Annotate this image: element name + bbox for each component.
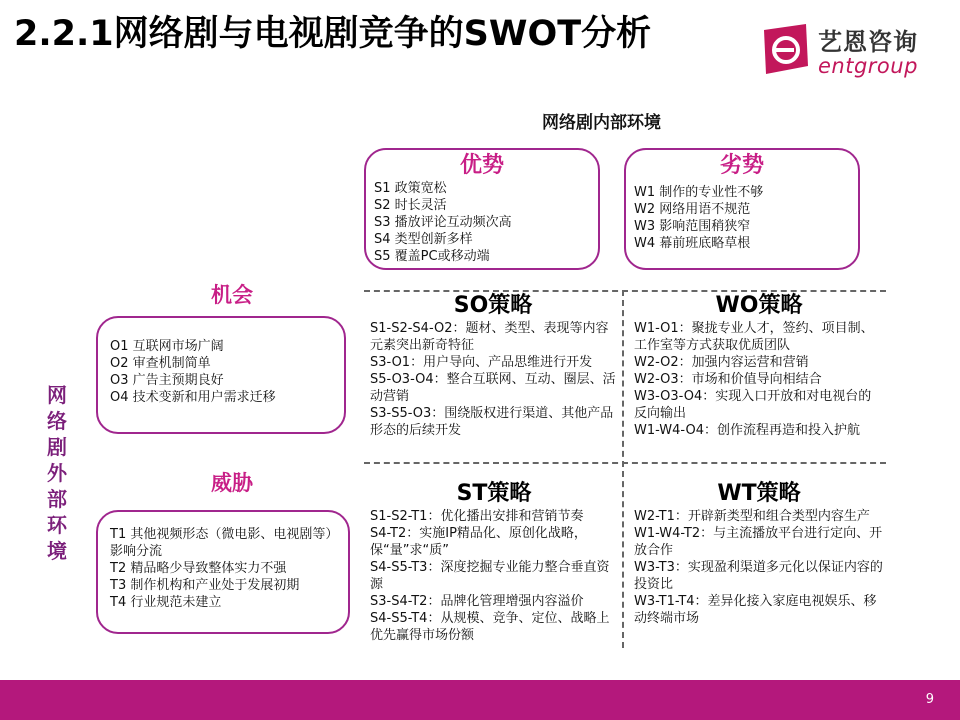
slide-title: 2.2.1网络剧与电视剧竞争的SWOT分析 <box>14 14 652 54</box>
wt-strategy-item: W1-W4-T2：与主流播放平台进行定向、开放合作 <box>634 526 883 558</box>
wo-strategy-item: W1-W4-O4：创作流程再造和投入护航 <box>634 423 860 438</box>
grid-divider-middle <box>364 462 886 464</box>
threat-item: T1 其他视频形态（微电影、电视剧等）影响分流 <box>110 527 339 559</box>
strength-item: S1 政策宽松 <box>374 181 447 196</box>
so-strategy-title: SO策略 <box>453 293 533 318</box>
threat-item: T2 精品略少导致整体实力不强 <box>110 561 287 576</box>
opportunities-title: 机会 <box>211 283 253 307</box>
opportunity-item: O2 审查机制简单 <box>110 356 211 371</box>
strength-item: S3 播放评论互动频次高 <box>374 215 512 230</box>
opportunity-item: O1 互联网市场广阔 <box>110 339 224 354</box>
opportunity-item: O3 广告主预期良好 <box>110 373 224 388</box>
entgroup-logo <box>756 18 946 80</box>
strength-item: S5 覆盖PC或移动端 <box>374 249 490 264</box>
strength-item: S2 时长灵活 <box>374 198 447 213</box>
threats-title: 威胁 <box>211 471 253 495</box>
entgroup-logo-icon <box>756 20 814 78</box>
weakness-item: W2 网络用语不规范 <box>634 202 751 217</box>
strengths-box <box>364 148 600 270</box>
strength-item: S4 类型创新多样 <box>374 232 473 247</box>
wo-strategy-item: W3-O3-O4：实现入口开放和对电视台的反向输出 <box>634 389 872 421</box>
so-strategy-item: S5-O3-O4：整合互联网、互动、圈层、活动营销 <box>370 372 616 404</box>
so-strategy <box>370 292 616 439</box>
threat-item: T4 行业规范未建立 <box>110 595 222 610</box>
wt-strategy-item: W3-T1-T4：差异化接入家庭电视娱乐、移动终端市场 <box>634 594 877 626</box>
grid-divider-vertical <box>622 290 624 648</box>
wo-strategy-item: W2-O2：加强内容运营和营销 <box>634 355 809 370</box>
wt-strategy-title: WT策略 <box>717 481 801 506</box>
opportunities-box <box>96 316 346 434</box>
logo-chinese-name: 艺恩咨询 <box>818 28 918 56</box>
wo-strategy <box>634 292 884 439</box>
wo-strategy-item: W2-O3：市场和价值导向相结合 <box>634 372 822 387</box>
threat-item: T3 制作机构和产业处于发展初期 <box>110 578 300 593</box>
internal-environment-label: 网络剧内部环境 <box>542 113 661 133</box>
st-strategy-title: ST策略 <box>456 481 532 506</box>
wo-strategy-title: WO策略 <box>715 293 803 318</box>
footer-bar <box>0 680 960 720</box>
st-strategy-item: S4-S5-T3：深度挖掘专业能力整合垂直资源 <box>370 560 610 592</box>
page-number: 9 <box>925 692 934 707</box>
st-strategy-item: S4-T2：实施IP精品化、原创化战略，保“量”求“质” <box>370 526 587 558</box>
threats-box <box>96 510 350 634</box>
so-strategy-item: S3-S5-O3：围绕版权进行渠道、其他产品形态的后续开发 <box>370 406 614 438</box>
wt-strategy <box>634 480 884 627</box>
st-strategy <box>370 480 618 644</box>
opportunity-item: O4 技术变新和用户需求迁移 <box>110 390 276 405</box>
weakness-item: W4 幕前班底略草根 <box>634 236 751 251</box>
so-strategy-item: S1-S2-S4-O2：题材、类型、表现等内容元素突出新奇特征 <box>370 321 609 353</box>
strengths-title: 优势 <box>459 153 504 178</box>
wt-strategy-item: W2-T1：开辟新类型和组合类型内容生产 <box>634 509 870 524</box>
weaknesses-box <box>624 148 860 270</box>
st-strategy-item: S1-S2-T1：优化播出安排和营销节奏 <box>370 509 584 524</box>
external-environment-label: 网络剧外部环境 <box>47 383 67 563</box>
so-strategy-item: S3-O1：用户导向、产品思维进行开发 <box>370 355 593 370</box>
logo-english-name: entgroup <box>818 54 918 78</box>
weakness-item: W1 制作的专业性不够 <box>634 185 764 200</box>
wt-strategy-item: W3-T3：实现盈利渠道多元化以保证内容的投资比 <box>634 560 883 592</box>
wo-strategy-item: W1-O1：聚拢专业人才，签约、项目制、工作室等方式获取优质团队 <box>634 321 874 353</box>
st-strategy-item: S3-S4-T2：品牌化管理增强内容溢价 <box>370 594 584 609</box>
weakness-item: W3 影响范围稍狭窄 <box>634 219 751 234</box>
weaknesses-title: 劣势 <box>719 153 764 178</box>
st-strategy-item: S4-S5-T4：从规模、竞争、定位、战略上优先赢得市场份额 <box>370 611 610 643</box>
